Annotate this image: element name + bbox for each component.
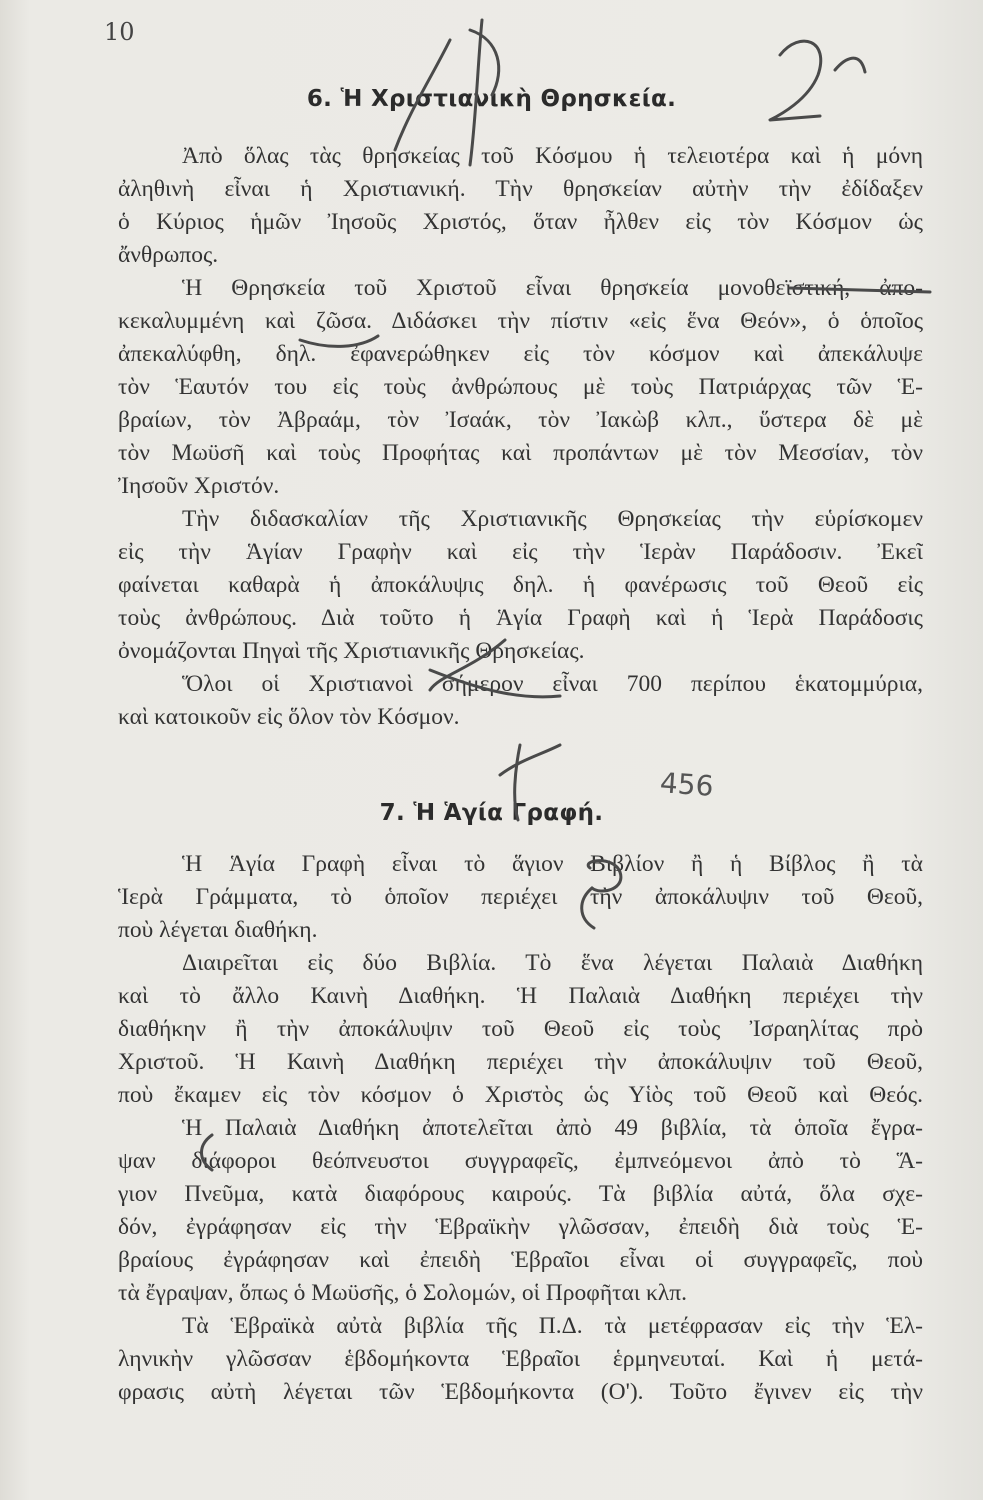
text-line: Τὰ Ἑβραϊκὰ αὐτὰ βιβλία τῆς Π.Δ. τὰ μετέφρασαν εἰς τὴν Ἑλ-: [182, 1313, 923, 1339]
text-line: βραίων, τὸν Ἀβραάμ, τὸν Ἰσαάκ, τὸν Ἰακὼβ κλπ., ὕστερα δὲ μὲ: [118, 407, 923, 433]
text-line: Ἀπὸ ὅλας τὰς θρησκείας τοῦ Κόσμου ἡ τελειοτέρα καὶ ἡ μόνη: [182, 143, 923, 169]
text-line: καὶ κατοικοῦν εἰς ὅλον τὸν Κόσμον.: [118, 704, 460, 730]
text-line: ποὺ ἔκαμεν εἰς τὸν κόσμον ὁ Χριστὸς ὡς Υἱὸς τοῦ Θεοῦ καὶ Θεός.: [118, 1082, 923, 1108]
text-line: εἰς τὴν Ἁγίαν Γραφὴν καὶ εἰς τὴν Ἱερὰν Παράδοσιν. Ἐκεῖ: [118, 539, 923, 565]
handwritten-note: 456: [658, 766, 715, 803]
text-line: κεκαλυμμένη καὶ ζῶσα. Διδάσκει τὴν πίστιν «εἰς ἕνα Θεόν», ὁ ὁποῖος: [118, 308, 923, 334]
text-line: ἀληθινὴ εἶναι ἡ Χριστιανική. Τὴν θρησκείαν αὐτὴν τὴν ἐδίδαξεν: [118, 176, 923, 202]
text-line: τοὺς ἀνθρώπους. Διὰ τοῦτο ἡ Ἁγία Γραφὴ καὶ ἡ Ἱερὰ Παράδοσις: [118, 605, 923, 631]
text-line: ἀπεκαλύφθη, δηλ. ἐφανερώθηκεν εἰς τὸν κόσμον καὶ ἀπεκάλυψε: [118, 341, 923, 367]
pen-mark-hash-slash: [500, 745, 560, 775]
text-line: ψαν διάφοροι θεόπνευστοι συγγραφεῖς, ἐμπνεόμενοι ἀπὸ τὸ Ἅ-: [118, 1148, 923, 1174]
text-line: Τὴν διδασκαλίαν τῆς Χριστιανικῆς Θρησκείας τὴν εὑρίσκομεν: [182, 506, 923, 532]
text-line: Ἡ Ἁγία Γραφὴ εἶναι τὸ ἅγιον Βιβλίον ἢ ἡ Βίβλος ἢ τὰ: [182, 851, 923, 877]
text-line: ὁ Κύριος ἡμῶν Ἰησοῦς Χριστός, ὅταν ἦλθεν εἰς τὸν Κόσμον ὡς: [118, 209, 923, 235]
text-line: τὰ ἔγραψαν, ὅπως ὁ Μωϋσῆς, ὁ Σολομών, οἱ Προφῆται κλπ.: [118, 1280, 688, 1306]
text-line: Ὅλοι οἱ Χριστιανοὶ σήμερον εἶναι 700 περίπου ἑκατομμύρια,: [182, 671, 923, 697]
text-line: γιον Πνεῦμα, κατὰ διαφόρους καιρούς. Τὰ βιβλία αὐτά, ὅλα σχε-: [118, 1181, 923, 1207]
text-line: ληνικὴν γλῶσσαν ἑβδομήκοντα Ἑβραῖοι ἑρμηνευταί. Καὶ ἡ μετά-: [118, 1346, 923, 1372]
text-line: δόν, ἐγράφησαν εἰς τὴν Ἑβραϊκὴν γλῶσσαν, ἐπειδὴ διὰ τοὺς Ἑ-: [118, 1214, 923, 1240]
text-line: τὸν Μωϋσῆ καὶ τοὺς Προφήτας καὶ προπάντων μὲ τὸν Μεσσίαν, τὸν: [118, 440, 923, 466]
pen-mark-corner-tick: [835, 58, 865, 72]
text-line: τὸν Ἑαυτόν του εἰς τοὺς ἀνθρώπους μὲ τοὺς Πατριάρχας τῶν Ἑ-: [118, 374, 923, 400]
text-line: Διαιρεῖται εἰς δύο Βιβλία. Τὸ ἕνα λέγεται Παλαιὰ Διαθήκη: [182, 950, 923, 976]
section-6-body: [118, 140, 923, 734]
text-line: ποὺ λέγεται διαθήκη.: [118, 917, 318, 943]
text-line: διαθήκην ἢ τὴν ἀποκάλυψιν τοῦ Θεοῦ εἰς τοὺς Ἰσραηλίτας πρὸ: [118, 1016, 923, 1042]
text-line: Ἰησοῦν Χριστόν.: [118, 473, 280, 499]
section-6-heading: 6. Ἡ Χριστιανικὴ Θρησκεία.: [306, 86, 677, 112]
text-line: βραίους ἐγράφησαν καὶ ἐπειδὴ Ἑβραῖοι εἶναι οἱ συγγραφεῖς, ποὺ: [118, 1247, 923, 1273]
text-line: Ἱερὰ Γράμματα, τὸ ὁποῖον περιέχει τὴν ἀποκάλυψιν τοῦ Θεοῦ,: [118, 884, 923, 910]
text-line: καὶ τὸ ἄλλο Καινὴ Διαθήκη. Ἡ Παλαιὰ Διαθήκη περιέχει τὴν: [118, 983, 923, 1009]
text-line: Χριστοῦ. Ἡ Καινὴ Διαθήκη περιέχει τὴν ἀποκάλυψιν τοῦ Θεοῦ,: [118, 1049, 923, 1075]
text-line: ὀνομάζονται Πηγαὶ τῆς Χριστιανικῆς Θρησκείας.: [118, 638, 585, 664]
section-7-body: [118, 848, 923, 1409]
text-line: φρασις αὐτὴ λέγεται τῶν Ἑβδομήκοντα (Ο'). Τοῦτο ἔγινεν εἰς τὴν: [118, 1379, 923, 1405]
text-line: Ἡ Θρησκεία τοῦ Χριστοῦ εἶναι θρησκεία μονοθεϊστική, ἀπο-: [182, 275, 923, 301]
text-line: φαίνεται καθαρὰ ἡ ἀποκάλυψις δηλ. ἡ φανέρωσις τοῦ Θεοῦ εἰς: [118, 572, 923, 598]
text-line: ἄνθρωπος.: [118, 242, 219, 268]
page-number: 10: [104, 18, 135, 46]
section-7-heading: 7. Ἡ Ἁγία Γραφή.: [379, 800, 604, 826]
text-line: Ἡ Παλαιὰ Διαθήκη ἀποτελεῖται ἀπὸ 49 βιβλία, τὰ ὁποῖα ἔγρα-: [182, 1115, 923, 1141]
